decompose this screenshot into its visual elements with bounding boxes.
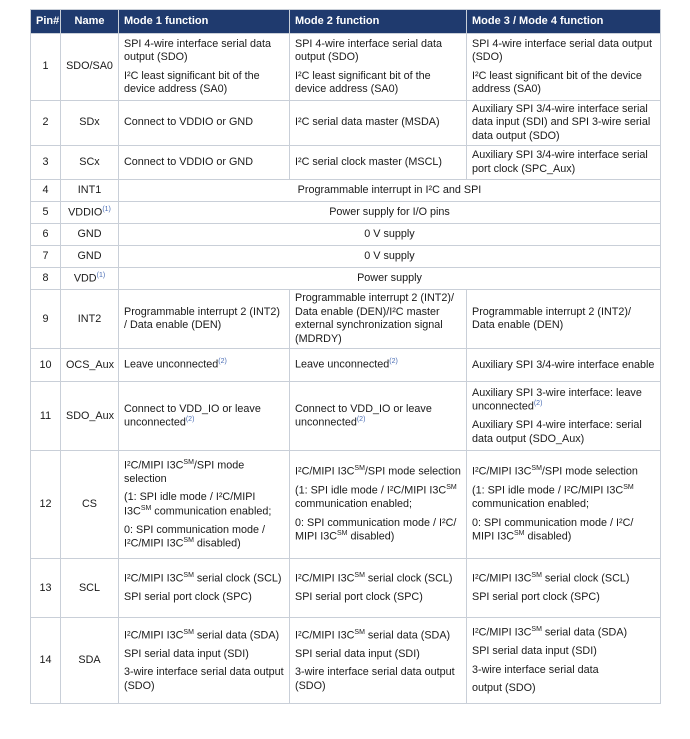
cell-paragraph: Leave unconnected$^{(2)}$ <box>124 358 227 371</box>
cell-paragraph: I²C/MIPI I3C℠ serial data (SDA) <box>124 628 280 642</box>
footnote-ref: (2) <box>356 416 366 424</box>
cell-paragraph: SPI serial data input (SDI) <box>124 647 249 660</box>
pin-number-cell: 3 <box>31 146 61 180</box>
mode1-cell <box>119 349 290 382</box>
pin-number-cell: 10 <box>31 349 61 382</box>
table-row <box>31 246 661 268</box>
mode34-cell <box>467 559 661 618</box>
table-row <box>31 382 661 451</box>
cell-paragraph: I²C/MIPI I3C℠ serial data (SDA) <box>295 628 451 642</box>
pin-name-cell: SDA <box>61 618 119 704</box>
table-row <box>31 290 661 349</box>
cell-paragraph: (1: SPI idle mode / I²C/MIPI I3C℠ communication enabled; <box>295 484 457 511</box>
cell-paragraph: 3-wire interface serial data output (SDO) <box>124 666 284 692</box>
mode34-cell <box>467 34 661 101</box>
cell-paragraph: output (SDO) <box>472 682 536 695</box>
pin-number-cell: 4 <box>31 180 61 202</box>
table-row <box>31 146 661 180</box>
mode1-cell <box>119 451 290 559</box>
mode2-cell <box>290 559 467 618</box>
cell-paragraph: Auxiliary SPI 3-wire interface: leave unconnected$^{(2)}$ <box>472 386 642 413</box>
mode1-cell <box>119 290 290 349</box>
cell-paragraph: Connect to VDDIO or GND <box>124 156 254 169</box>
table-row <box>31 202 661 224</box>
cell-paragraph: (1: SPI idle mode / I²C/MIPI I3C℠ communication enabled; <box>124 491 272 518</box>
pin-number-cell: 6 <box>31 224 61 246</box>
mode1-cell <box>119 34 290 101</box>
table-row <box>31 451 661 559</box>
pin-name-cell: GND <box>61 246 119 268</box>
superscript-sm: SM <box>183 458 194 466</box>
pin-name-cell: VDD$^{(1)}$ <box>61 268 119 290</box>
superscript-sm: SM <box>183 628 194 636</box>
table-row <box>31 349 661 382</box>
cell-paragraph: Leave unconnected$^{(2)}$ <box>295 358 398 371</box>
mode2-cell <box>290 349 467 382</box>
table-row <box>31 101 661 146</box>
table-row <box>31 559 661 618</box>
cell-paragraph: I²C/MIPI I3C℠ serial clock (SCL) <box>295 572 453 585</box>
pin-number-cell: 5 <box>31 202 61 224</box>
cell-paragraph: (1: SPI idle mode / I²C/MIPI I3C℠ communication enabled; <box>472 484 634 511</box>
superscript-sm: SM <box>531 626 542 634</box>
pin-number-cell: 11 <box>31 382 61 451</box>
cell-paragraph: SPI serial port clock (SPC) <box>124 591 252 604</box>
cell-paragraph: I²C/MIPI I3C℠ serial clock (SCL) <box>124 572 282 585</box>
mode1-cell <box>119 382 290 451</box>
table-row <box>31 618 661 704</box>
header-pin: Pin# <box>31 10 61 34</box>
superscript-sm: SM <box>140 504 152 512</box>
cell-paragraph: Auxiliary SPI 3/4-wire interface enable <box>472 358 655 371</box>
pin-name-cell: INT2 <box>61 290 119 349</box>
pin-name-cell: INT1 <box>61 180 119 202</box>
cell-paragraph: I²C/MIPI I3C℠/SPI mode selection <box>472 465 638 478</box>
all-modes-cell: Programmable interrupt in I²C and SPI <box>119 180 661 202</box>
header-name: Name <box>61 10 119 34</box>
table-body <box>31 34 661 704</box>
cell-paragraph: Connect to VDD_IO or leave unconnected$^{(2)}$ <box>295 402 432 429</box>
pin-name-cell: SCx <box>61 146 119 180</box>
cell-paragraph: 3-wire interface serial data <box>472 663 599 676</box>
cell-paragraph: Auxiliary SPI 3/4-wire interface serial port clock (SPC_Aux) <box>472 149 648 175</box>
superscript-sm: SM <box>446 484 457 492</box>
footnote-ref: (2) <box>185 416 195 424</box>
mode34-cell <box>467 451 661 559</box>
cell-paragraph: Connect to VDD_IO or leave unconnected$^{(2)}$ <box>124 402 261 429</box>
table-row <box>31 224 661 246</box>
cell-paragraph: Auxiliary SPI 4-wire interface: serial data output (SDO_Aux) <box>472 419 642 445</box>
pin-number-cell: 13 <box>31 559 61 618</box>
table-header-row <box>31 10 661 34</box>
cell-paragraph: I²C/MIPI I3C℠ serial data (SDA) <box>472 626 628 639</box>
superscript-sm: SM <box>183 572 194 580</box>
pin-number-cell: 12 <box>31 451 61 559</box>
pin-name-cell: GND <box>61 224 119 246</box>
pin-number-cell: 14 <box>31 618 61 704</box>
cell-paragraph: 0: SPI communication mode / I²C/ MIPI I3C℠ disabled) <box>472 516 634 543</box>
mode34-cell <box>467 382 661 451</box>
pin-number-cell: 8 <box>31 268 61 290</box>
superscript-sm: SM <box>514 530 525 538</box>
cell-paragraph: SPI serial data input (SDI) <box>472 645 597 658</box>
cell-paragraph: SPI 4-wire interface serial data output (SDO) <box>472 37 653 64</box>
mode34-cell <box>467 290 661 349</box>
cell-paragraph: SPI serial port clock (SPC) <box>295 591 423 604</box>
table-row <box>31 268 661 290</box>
pin-description-table <box>30 9 661 704</box>
cell-paragraph: Programmable interrupt 2 (INT2) / Data enable (DEN) <box>124 305 281 332</box>
mode1-cell <box>119 146 290 180</box>
mode2-cell <box>290 34 467 101</box>
pin-name-cell: OCS_Aux <box>61 349 119 382</box>
pin-name-cell: SCL <box>61 559 119 618</box>
cell-paragraph: SPI serial port clock (SPC) <box>472 591 600 604</box>
all-modes-cell: Power supply <box>119 268 661 290</box>
mode34-cell <box>467 349 661 382</box>
mode2-cell <box>290 101 467 146</box>
mode34-cell <box>467 146 661 180</box>
superscript-sm: SM <box>623 484 634 492</box>
superscript-sm: SM <box>531 465 542 473</box>
header-mode1: Mode 1 function <box>119 10 290 34</box>
cell-paragraph: I²C/MIPI I3C℠/SPI mode selection <box>124 458 245 485</box>
pin-name-cell: SDO/SA0 <box>61 34 119 101</box>
mode2-cell <box>290 382 467 451</box>
cell-paragraph: 0: SPI communication mode / I²C/ MIPI I3C℠ disabled) <box>295 516 457 543</box>
pin-number-cell: 1 <box>31 34 61 101</box>
cell-paragraph: SPI serial data input (SDI) <box>295 647 420 660</box>
superscript-sm: SM <box>354 572 365 580</box>
superscript-sm: SM <box>354 628 365 636</box>
superscript-sm: SM <box>354 465 365 473</box>
pin-number-cell: 7 <box>31 246 61 268</box>
mode2-cell <box>290 451 467 559</box>
cell-paragraph: I²C least significant bit of the device address (SA0) <box>124 69 260 95</box>
header-mode34: Mode 3 / Mode 4 function <box>467 10 661 34</box>
cell-paragraph: I²C least significant bit of the device address (SA0) <box>295 69 431 95</box>
mode34-cell <box>467 618 661 704</box>
cell-paragraph: 0: SPI communication mode / I²C/MIPI I3C℠ disabled) <box>124 523 266 550</box>
mode1-cell <box>119 101 290 146</box>
cell-paragraph: SPI 4-wire interface serial data output (SDO) <box>124 37 272 64</box>
superscript-sm: SM <box>337 530 348 538</box>
table-row <box>31 34 661 101</box>
cell-paragraph: Programmable interrupt 2 (INT2)/ Data enable (DEN) <box>472 305 632 332</box>
table-row <box>31 180 661 202</box>
footnote-ref: (2) <box>533 400 543 408</box>
pin-name-cell: SDO_Aux <box>61 382 119 451</box>
mode2-cell <box>290 290 467 349</box>
mode2-cell <box>290 146 467 180</box>
mode1-cell <box>119 618 290 704</box>
mode34-cell <box>467 101 661 146</box>
footnote-ref: (1) <box>96 271 106 279</box>
cell-paragraph: I²C least significant bit of the device address (SA0) <box>472 69 642 95</box>
cell-paragraph: I²C serial data master (MSDA) <box>295 116 440 129</box>
cell-paragraph: 3-wire interface serial data output (SDO) <box>295 666 455 692</box>
pin-name-cell: CS <box>61 451 119 559</box>
cell-paragraph: Auxiliary SPI 3/4-wire interface serial data input (SDI) and SPI 3-wire serial data output (SDO) <box>472 103 651 142</box>
superscript-sm: SM <box>183 537 194 545</box>
mode1-cell <box>119 559 290 618</box>
cell-paragraph: I²C/MIPI I3C℠ serial clock (SCL) <box>472 572 630 585</box>
all-modes-cell: Power supply for I/O pins <box>119 202 661 224</box>
all-modes-cell: 0 V supply <box>119 224 661 246</box>
pin-number-cell: 9 <box>31 290 61 349</box>
all-modes-cell: 0 V supply <box>119 246 661 268</box>
pin-number-cell: 2 <box>31 101 61 146</box>
superscript-sm: SM <box>531 572 542 580</box>
cell-paragraph: SPI 4-wire interface serial data output (SDO) <box>295 37 443 64</box>
header-mode2: Mode 2 function <box>290 10 467 34</box>
footnote-ref: (1) <box>102 205 111 213</box>
cell-paragraph: I²C serial clock master (MSCL) <box>295 156 442 169</box>
cell-paragraph: I²C/MIPI I3C℠/SPI mode selection <box>295 465 461 478</box>
pin-name-cell: VDDIO$^{(1)}$ <box>61 202 119 224</box>
cell-paragraph: Connect to VDDIO or GND <box>124 116 254 129</box>
mode2-cell <box>290 618 467 704</box>
cell-paragraph: Programmable interrupt 2 (INT2)/ Data enable (DEN)/I²C master external synchronization signal (MDRDY) <box>295 292 455 345</box>
footnote-ref: (2) <box>218 358 227 366</box>
pin-name-cell: SDx <box>61 101 119 146</box>
footnote-ref: (2) <box>389 358 398 366</box>
